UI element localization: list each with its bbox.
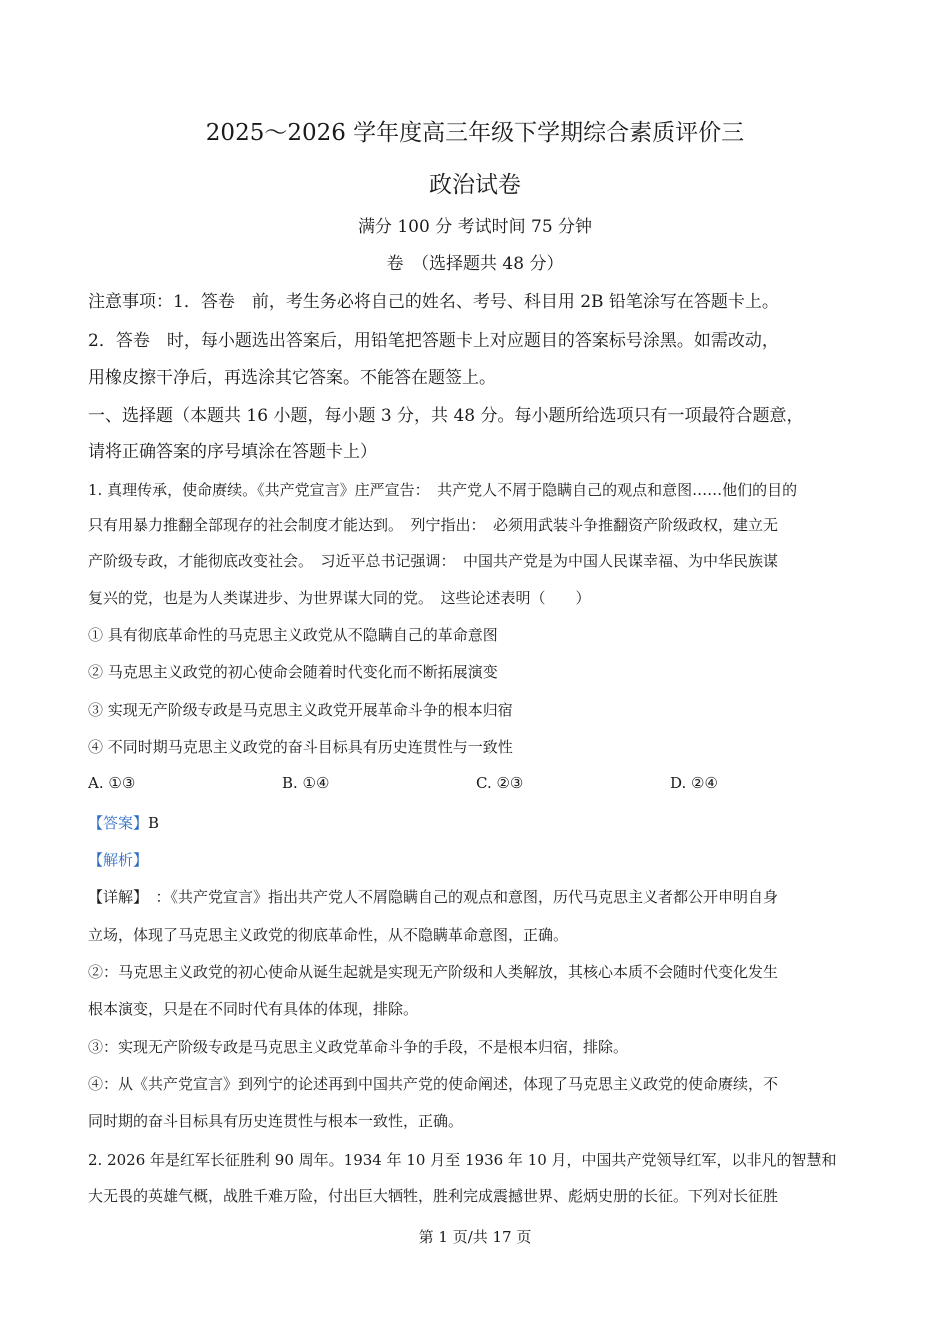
q1-detail-line: ③：实现无产阶级专政是马克思主义政党革命斗争的手段，不是根本归宿，排除。 [88,1038,629,1056]
instruction-line-2: 2．答卷 时，每小题选出答案后，用铅笔把答题卡上对应题目的答案标号涂黑。如需改动， [88,331,779,351]
score-time: 满分 100 分 考试时间 75 分钟 [357,217,593,237]
q1-statement: ③ 实现无产阶级专政是马克思主义政党开展革命斗争的根本归宿 [88,701,513,719]
q1-detail-line: 【详解】 ：《共产党宣言》指出共产党人不屑隐瞒自己的观点和意图，历代马克思主义者都公开申明自身 [88,888,779,906]
section1-line-2: 请将正确答案的序号填涂在答题卡上） [88,442,377,462]
instruction-line-3: 用橡皮擦干净后，再选涂其它答案。不能答在题签上。 [88,368,496,388]
q1-stem-line: 只有用暴力推翻全部现存的社会制度才能达到。 列宁指出： 必须用武装斗争推翻资产阶级政权，建立无 [88,516,779,534]
q1-detail-line: 立场，体现了马克思主义政党的彻底革命性，从不隐瞒革命意图，正确。 [88,926,569,944]
analysis-tag: 【解析】 [88,851,149,869]
q1-detail-line: ②：马克思主义政党的初心使命从诞生起就是实现无产阶级和人类解放，其核心本质不会随时代变化发生 [88,963,779,981]
q1-detail-line: 根本演变，只是在不同时代有具体的体现，排除。 [88,1000,419,1018]
q1-stem-line: 产阶级专政，才能彻底改变社会。 习近平总书记强调： 中国共产党是为中国人民谋幸福、为中华民族谋 [88,552,779,570]
instruction-line-1: 注意事项：1．答卷 前，考生务必将自己的姓名、考号、科目用 2B 铅笔涂写在答题卡上。 [88,292,779,312]
page-number: 第 1 页/共 17 页 [418,1228,532,1246]
q1-statement: ④ 不同时期马克思主义政党的奋斗目标具有历史连贯性与一致性 [88,738,513,756]
subject-title: 政治试卷 [429,172,521,198]
q1-stem-line: 复兴的党，也是为人类谋进步、为世界谋大同的党。 这些论述表明（ ） [88,589,591,607]
answer-value: B [148,814,160,832]
q2-stem-line: 2. 2026 年是红军长征胜利 90 周年。1934 年 10 月至 1936 年 10 月，中国共产党领导红军，以非凡的智慧和 [88,1151,837,1169]
exam-title: 2025～2026 学年度高三年级下学期综合素质评价三 [205,120,745,146]
q1-option-c: C. ②③ [476,774,524,792]
q1-option-b: B. ①④ [282,774,330,792]
section1-line-1: 一、选择题（本题共 16 小题，每小题 3 分，共 48 分。每小题所给选项只有一项最符合题意， [88,406,804,426]
q1-detail-line: 同时期的奋斗目标具有历史连贯性与根本一致性，正确。 [88,1112,464,1130]
q1-option-a: A. ①③ [88,774,136,792]
q1-stem-line: 1. 真理传承，使命赓续。《共产党宣言》庄严宣告： 共产党人不屑于隐瞒自己的观点和意图……他们的目的 [88,481,798,499]
q2-stem-line: 大无畏的英雄气概，战胜千难万险，付出巨大牺牲，胜利完成震撼世界、彪炳史册的长征。下列对长征胜 [88,1187,779,1205]
q1-statement: ② 马克思主义政党的初心使命会随着时代变化而不断拓展演变 [88,663,498,681]
q1-option-d: D. ②④ [670,774,718,792]
q1-answer [88,812,888,833]
answer-tag: 【答案】 [88,814,149,832]
section-heading: 卷 （选择题共 48 分） [386,254,564,274]
q1-detail-line: ④：从《共产党宣言》到列宁的论述再到中国共产党的使命阐述，体现了马克思主义政党的使命赓续，不 [88,1075,779,1093]
q1-statement: ① 具有彻底革命性的马克思主义政党从不隐瞒自己的革命意图 [88,626,498,644]
